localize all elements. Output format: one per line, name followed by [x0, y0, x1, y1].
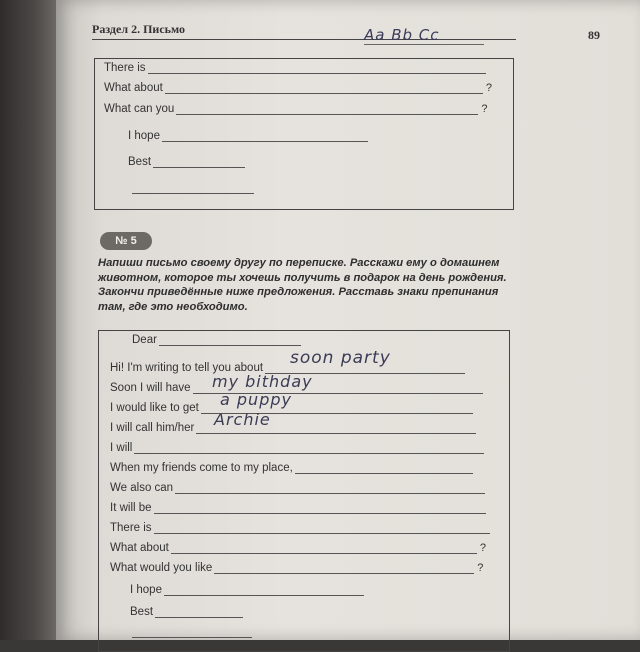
letter-row: [110, 502, 486, 514]
header-rule: [92, 39, 516, 40]
box1-row: [130, 182, 254, 194]
row-label: Hi! I'm writing to tell you about: [110, 362, 264, 374]
answer-line[interactable]: [153, 156, 245, 168]
row-label: I will: [110, 442, 133, 454]
handwritten-answer: soon party: [290, 348, 391, 368]
row-label: What would you like: [110, 562, 213, 574]
row-label: There is: [104, 62, 146, 74]
box1-row: [128, 130, 368, 142]
answer-line[interactable]: [165, 82, 483, 94]
letter-row: [110, 522, 490, 534]
row-label: We also can: [110, 482, 174, 494]
handwritten-answer: Archie: [214, 410, 271, 429]
letter-row: [110, 482, 485, 494]
handwritten-alphabet: Aa Bb Cc: [364, 26, 440, 44]
question-mark: ?: [481, 103, 488, 115]
row-label: It will be: [110, 502, 152, 514]
row-label: Best: [128, 156, 152, 168]
letter-row: [130, 626, 252, 638]
answer-line[interactable]: [154, 502, 486, 514]
letter-row: [130, 606, 243, 618]
row-label: I will call him/her: [110, 422, 195, 434]
exercise-instructions: Напиши письмо своему другу по переписке. Расскажи ему о домашнем животном, которое ты хочешь получить в подарок на день рождения. Закончи приведённые ниже предложения. Расставь знаки препинания там, где это необходимо.: [98, 257, 507, 313]
letter-row: [110, 442, 484, 454]
letter-row: [130, 584, 364, 596]
letter-row: [110, 462, 473, 474]
answer-line[interactable]: [159, 334, 301, 346]
answer-line[interactable]: [154, 522, 490, 534]
row-label: What can you: [104, 103, 175, 115]
row-label: Soon I will have: [110, 382, 191, 394]
box1-row: [128, 156, 245, 168]
exercise-number-badge: № 5: [100, 232, 152, 250]
question-mark: ?: [479, 542, 486, 554]
alphabet-line: [364, 44, 484, 45]
letter-row: [110, 542, 486, 554]
answer-line[interactable]: [214, 562, 474, 574]
row-label: There is: [110, 522, 152, 534]
answer-line[interactable]: [162, 130, 368, 142]
row-label: I hope: [128, 130, 160, 142]
row-label: I would like to get: [110, 402, 199, 414]
row-label: I hope: [130, 584, 162, 596]
page-number: 89: [588, 28, 600, 42]
signature-line[interactable]: [132, 182, 254, 194]
answer-line[interactable]: [148, 62, 486, 74]
letter-row: [110, 422, 476, 434]
row-label: Best: [130, 606, 154, 618]
letter-row: [132, 334, 301, 346]
answer-line[interactable]: [164, 584, 364, 596]
row-label: Dear: [132, 334, 157, 346]
answer-line[interactable]: [134, 442, 484, 454]
answer-line[interactable]: [295, 462, 473, 474]
box1-row: [104, 82, 492, 94]
section-title: Раздел 2. Письмо: [92, 22, 185, 36]
background-surface: [0, 0, 56, 640]
answer-line[interactable]: [171, 542, 477, 554]
signature-line[interactable]: [132, 626, 252, 638]
answer-line[interactable]: [155, 606, 243, 618]
box1-row: [104, 62, 486, 74]
row-label: What about: [104, 82, 163, 94]
letter-row: [110, 562, 483, 574]
handwritten-answer: my bithday: [212, 372, 313, 391]
handwritten-answer: a puppy: [220, 390, 292, 409]
answer-line[interactable]: [175, 482, 485, 494]
row-label: When my friends come to my place,: [110, 462, 293, 474]
box1-row: [104, 103, 487, 115]
answer-line[interactable]: [176, 103, 478, 115]
question-mark: ?: [485, 82, 492, 94]
row-label: What about: [110, 542, 169, 554]
workbook-page: [56, 0, 640, 640]
question-mark: ?: [477, 562, 484, 574]
